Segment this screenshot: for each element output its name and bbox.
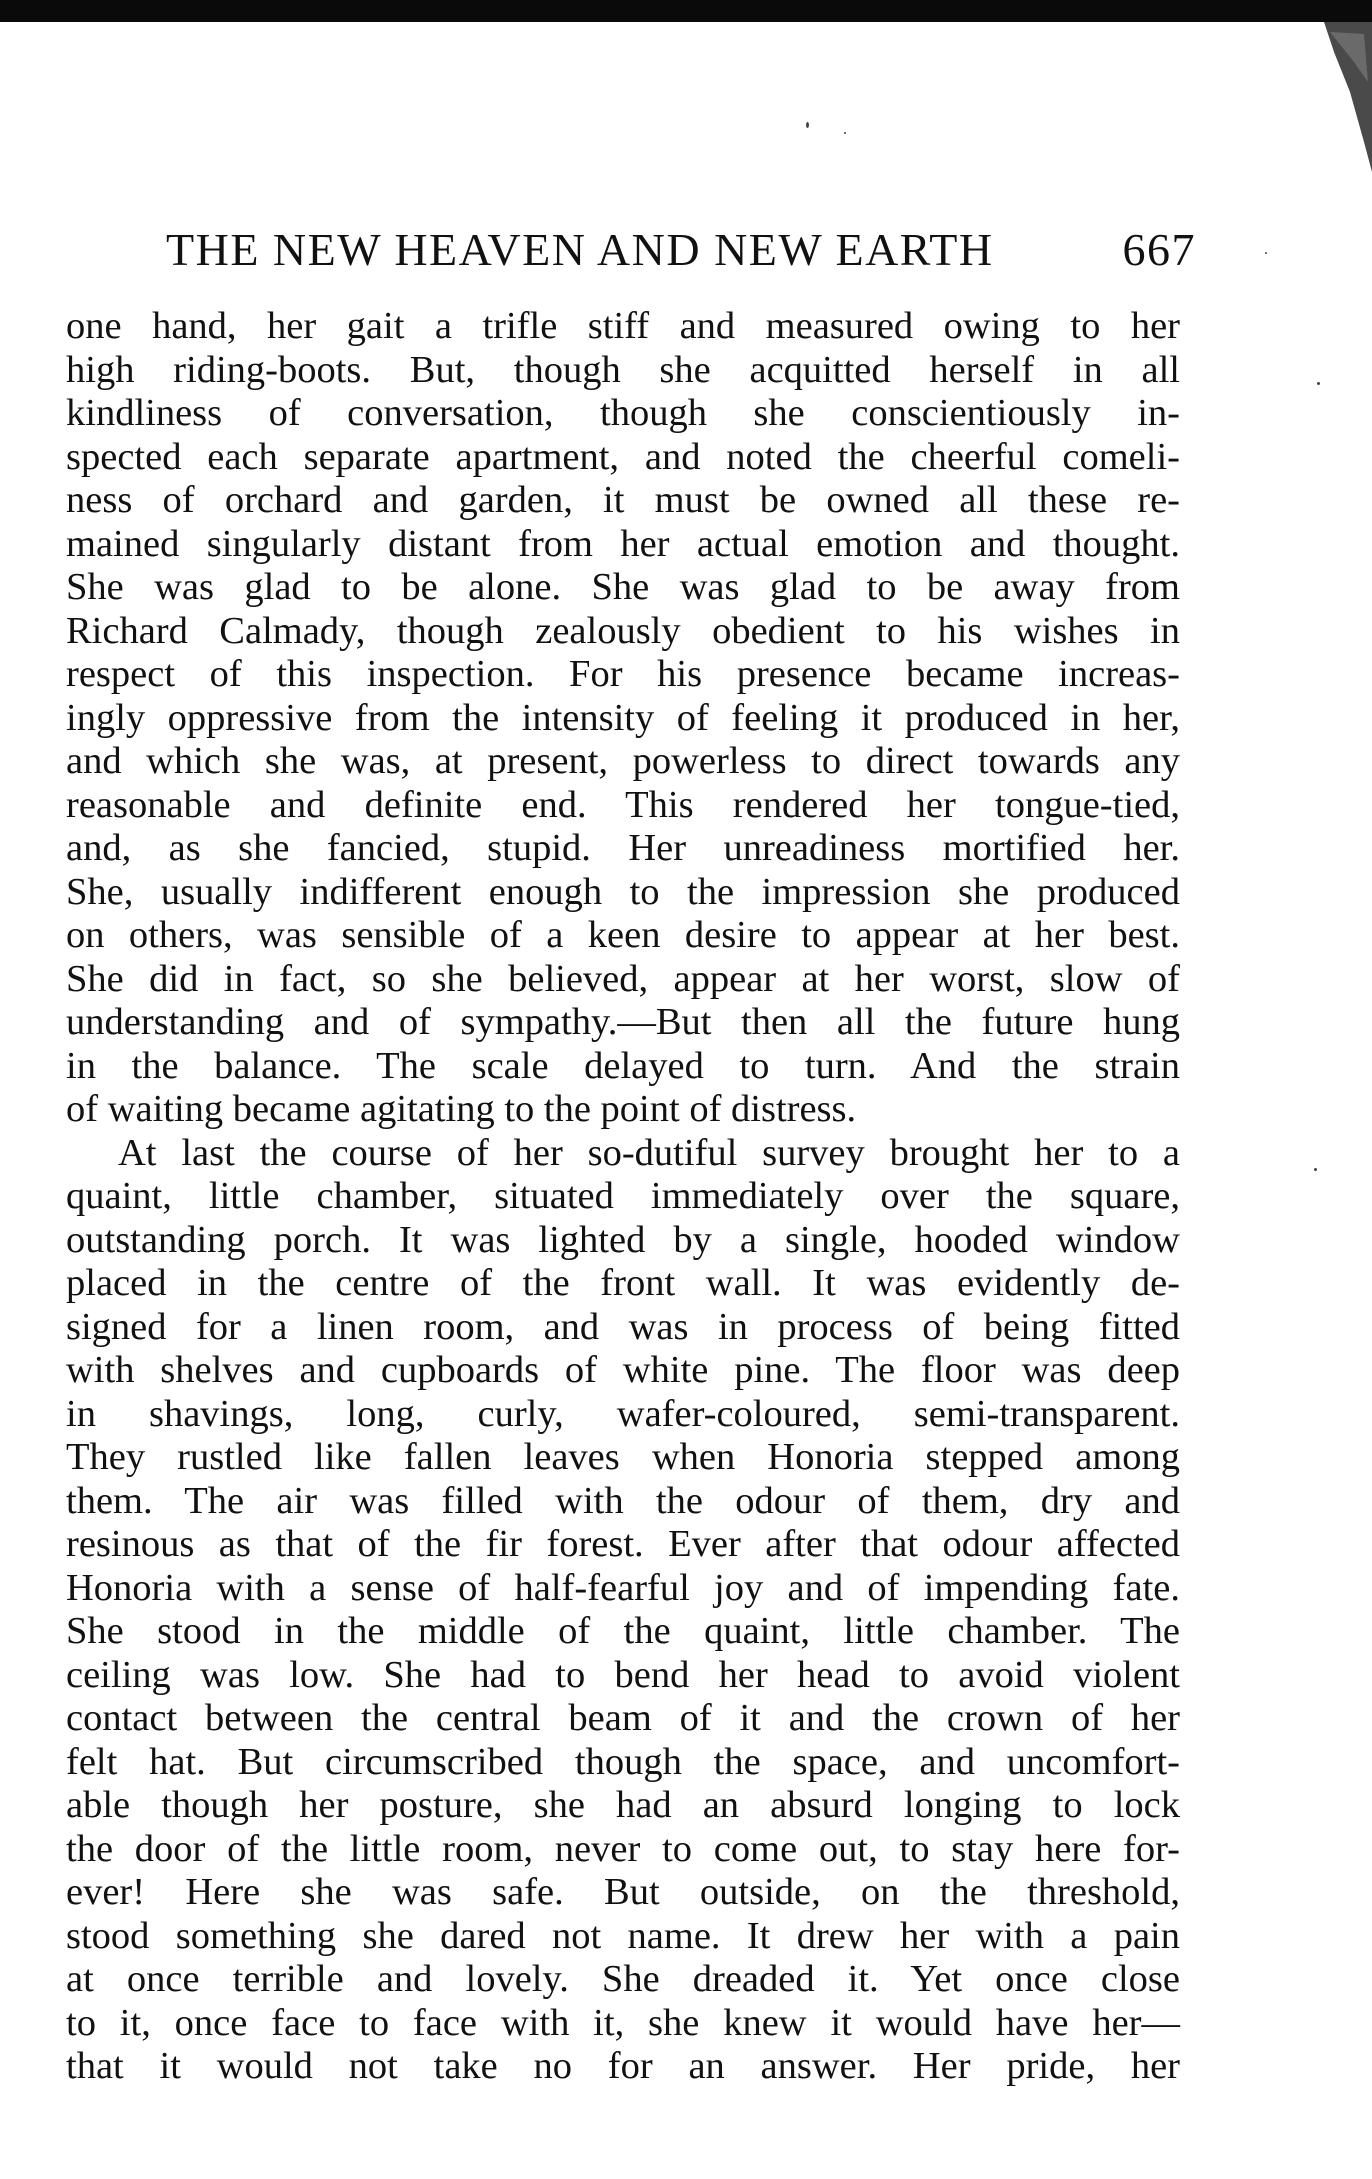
text-line: resinous as that of the fir forest. Ever after that odour affected: [66, 1523, 1180, 1565]
text-line: and which she was, at present, powerless to direct towards any: [66, 740, 1180, 782]
text-line: understanding and of sympathy.—But then all the future hung: [66, 1001, 1180, 1043]
text-line: She, usually indifferent enough to the impression she produced: [66, 870, 1180, 913]
paper-speck: [1317, 382, 1320, 385]
text-line: outstanding porch. It was lighted by a single, hooded window: [66, 1218, 1180, 1261]
text-line: ever! Here she was safe. But outside, on the threshold,: [66, 1871, 1180, 1913]
text-line: in the balance. The scale delayed to turn. And the strain: [66, 1044, 1180, 1087]
paragraph-end-line: of waiting became agitating to the point of distress.: [66, 1088, 857, 1130]
scan-top-border: [0, 0, 1372, 22]
text-line: She was glad to be alone. She was glad to be away from: [66, 566, 1180, 608]
running-head: [166, 222, 1196, 278]
text-line: and, as she fancied, stupid. Her unreadiness mortified her.: [66, 827, 1180, 869]
paragraph-start-line: At last the course of her so-dutiful survey brought her to a: [118, 1131, 1180, 1174]
paper-speck: [844, 132, 846, 134]
text-line: signed for a linen room, and was in process of being fitted: [66, 1305, 1180, 1348]
page-curl-shadow: [1324, 22, 1372, 172]
text-line: reasonable and definite end. This rendered her tongue-tied,: [66, 783, 1180, 826]
text-line: the door of the little room, never to come out, to stay here for-: [66, 1827, 1180, 1870]
text-line: ingly oppressive from the intensity of feeling it produced in her,: [66, 696, 1180, 739]
text-line: to it, once face to face with it, she knew it would have her—: [66, 2001, 1180, 2044]
text-line: placed in the centre of the front wall. It was evidently de-: [66, 1262, 1180, 1304]
text-line: high riding-boots. But, though she acquitted herself in all: [66, 348, 1180, 391]
running-title: THE NEW HEAVEN AND NEW EARTH: [166, 224, 994, 275]
paper-speck: [806, 122, 809, 128]
page-number: 667: [1122, 224, 1196, 275]
text-line: Honoria with a sense of half-fearful joy and of impending fate.: [66, 1566, 1180, 1609]
text-line: mained singularly distant from her actual emotion and thought.: [66, 522, 1180, 565]
text-line: She stood in the middle of the quaint, little chamber. The: [66, 1610, 1180, 1652]
text-line: on others, was sensible of a keen desire to appear at her best.: [66, 914, 1180, 956]
text-line: They rustled like fallen leaves when Honoria stepped among: [66, 1436, 1180, 1478]
text-line: quaint, little chamber, situated immediately over the square,: [66, 1175, 1180, 1217]
text-line: spected each separate apartment, and noted the cheerful comeli-: [66, 435, 1180, 478]
text-line: in shavings, long, curly, wafer-coloured, semi-transparent.: [66, 1392, 1180, 1435]
text-line: ness of orchard and garden, it must be owned all these re-: [66, 479, 1180, 521]
text-line: one hand, her gait a trifle stiff and measured owing to her: [66, 305, 1180, 347]
text-line: contact between the central beam of it and the crown of her: [66, 1697, 1180, 1739]
text-line: able though her posture, she had an absurd longing to lock: [66, 1784, 1180, 1826]
text-line: kindliness of conversation, though she conscientiously in-: [66, 392, 1180, 434]
text-line: respect of this inspection. For his presence became increas-: [66, 653, 1180, 695]
text-line: stood something she dared not name. It drew her with a pain: [66, 1914, 1180, 1957]
text-line: felt hat. But circumscribed though the space, and uncomfort-: [66, 1740, 1180, 1783]
body-text: [66, 305, 1180, 2089]
paper-speck: [1314, 1168, 1317, 1171]
text-line: at once terrible and lovely. She dreaded it. Yet once close: [66, 1958, 1180, 2000]
text-line: Richard Calmady, though zealously obedient to his wishes in: [66, 609, 1180, 652]
paper-speck: [1265, 252, 1267, 254]
text-line: that it would not take no for an answer. Her pride, her: [66, 2045, 1180, 2087]
text-line: She did in fact, so she believed, appear at her worst, slow of: [66, 957, 1180, 1000]
text-line: them. The air was filled with the odour of them, dry and: [66, 1479, 1180, 1522]
text-line: with shelves and cupboards of white pine. The floor was deep: [66, 1349, 1180, 1391]
text-line: ceiling was low. She had to bend her head to avoid violent: [66, 1653, 1180, 1696]
